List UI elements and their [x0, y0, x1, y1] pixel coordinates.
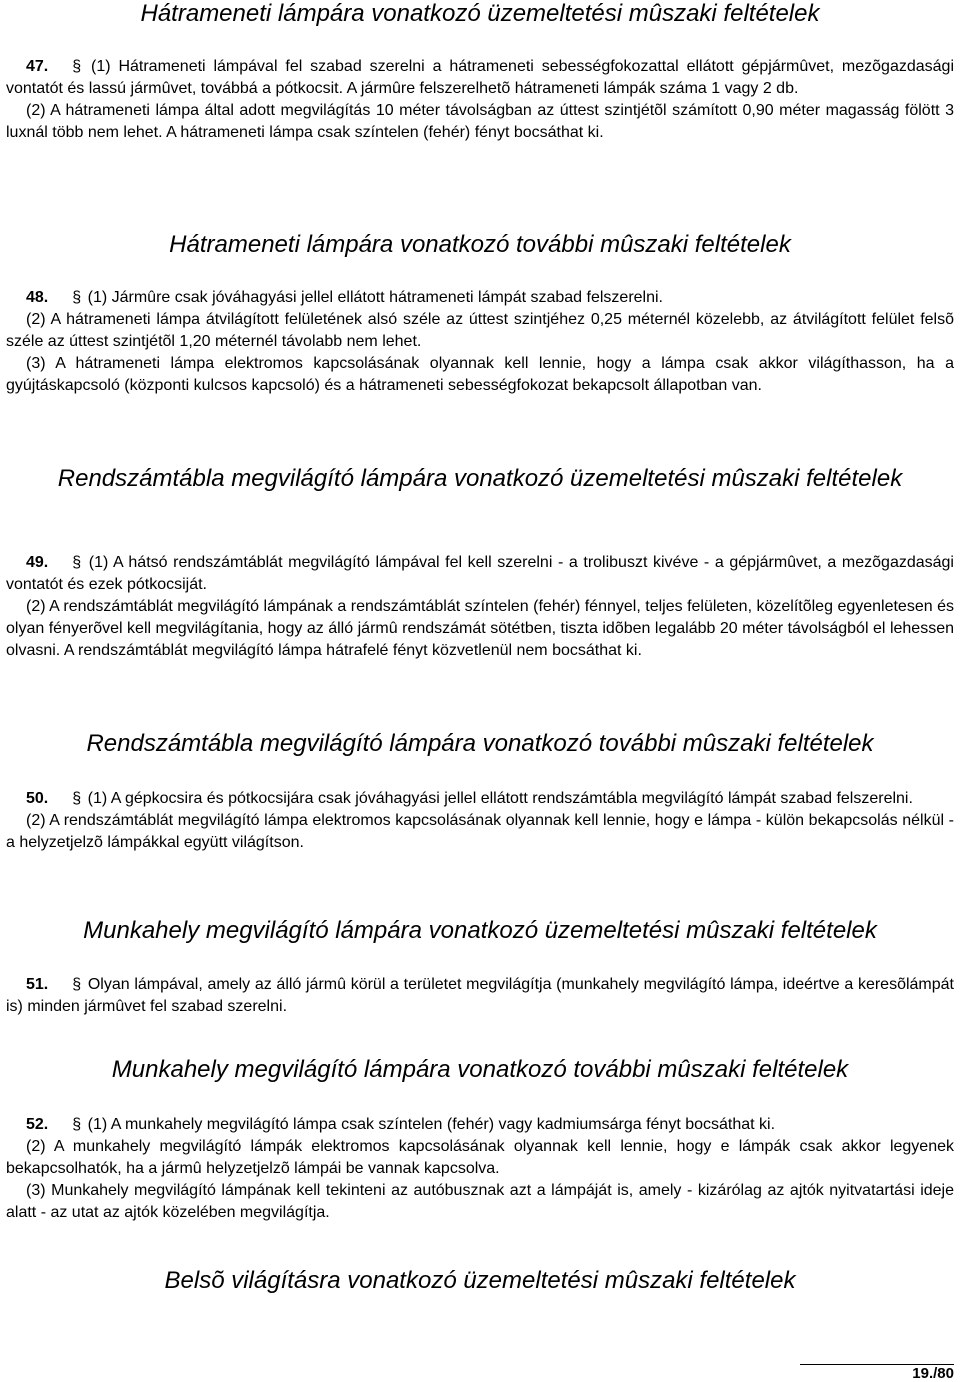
- section-sign: §: [72, 790, 82, 807]
- s52-para-2: (2) A munkahely megvilágító lámpák elektromos kapcsolásának olyannak kell lennie, hogy e lámpák csak akkor legyenek bekapcsolhatók, ha a jármû helyzetjelzõ lámpái be vannak kapcsolva.: [6, 1138, 954, 1177]
- heading-50: Rendszámtábla megvilágító lámpára vonatkozó további mûszaki feltételek: [86, 730, 874, 757]
- section-sign: §: [72, 554, 82, 571]
- s52-para-3: (3) Munkahely megvilágító lámpának kell tekinteni az autóbusznak azt a lámpáját is, amely - kizárólag az ajtók nyitvatartási ideje alatt - az utat az ajtók közelében megvilágítja.: [6, 1182, 954, 1221]
- s49-para-1: [6, 552, 954, 596]
- heading-51: Munkahely megvilágító lámpára vonatkozó üzemeltetési mûszaki feltételek: [83, 917, 877, 944]
- section-48: [6, 287, 954, 397]
- heading-47: Hátrameneti lámpára vonatkozó üzemeltetési mûszaki feltételek: [140, 0, 820, 27]
- section-sign: §: [72, 289, 82, 306]
- section-sign: §: [72, 976, 82, 993]
- s52-text-1: (1) A munkahely megvilágító lámpa csak színtelen (fehér) vagy kadmiumsárga fényt bocsáthat ki.: [87, 1116, 776, 1133]
- s52-para-1: [6, 1114, 954, 1136]
- section-51: [6, 974, 954, 1018]
- s51-para-1: [6, 974, 954, 1018]
- section-sign: §: [72, 58, 82, 75]
- s48-para-2: (2) A hátrameneti lámpa átvilágított felületének alsó széle az úttest szintjéhez 0,25 méternél közelebb, az átvilágított felület felsõ széle az úttest szintjétõl 1,20 méternél távolabb nem lehet.: [6, 311, 954, 350]
- s50-number: 50.: [26, 790, 49, 807]
- s48-para-1: [6, 287, 954, 309]
- s48-para-3: (3) A hátrameneti lámpa elektromos kapcsolásának olyannak kell lennie, hogy a lámpa csak akkor világíthasson, ha a gyújtáskapcsoló (központi kulcsos kapcsoló) és a hátrameneti sebességfokozat bekapcsolt állapotban van.: [6, 355, 954, 394]
- section-49: [6, 552, 954, 662]
- s51-number: 51.: [26, 976, 49, 993]
- page-number: 19./80: [912, 1365, 954, 1382]
- s50-text-1: (1) A gépkocsira és pótkocsijára csak jóváhagyási jellel ellátott rendszámtábla megvilágító lámpát szabad felszerelni.: [87, 790, 913, 807]
- s47-para-1: [6, 56, 954, 100]
- s47-text-1: (1) Hátrameneti lámpával fel szabad szerelni a hátrameneti sebességfokozattal ellátott gépjármûvet, mezõgazdasági vontatót és lassú jármûvet, továbbá a pótkocsit. A jármûre felszerelhetõ hátrameneti lámpák száma 1 vagy 2 db.: [6, 58, 954, 97]
- heading-52: Munkahely megvilágító lámpára vonatkozó további mûszaki feltételek: [111, 1056, 849, 1083]
- heading-53: Belsõ világításra vonatkozó üzemeltetési mûszaki feltételek: [164, 1267, 796, 1294]
- s52-number: 52.: [26, 1116, 49, 1133]
- s49-text-1: (1) A hátsó rendszámtáblát megvilágító lámpával fel kell szerelni - a trolibuszt kivéve - a gépjármûvet, a mezõgazdasági vontatót és ezek pótkocsiját.: [6, 554, 954, 593]
- s47-number: 47.: [26, 58, 49, 75]
- section-sign: §: [72, 1116, 82, 1133]
- s49-number: 49.: [26, 554, 49, 571]
- section-47: [6, 56, 954, 144]
- s49-para-2: (2) A rendszámtáblát megvilágító lámpának a rendszámtáblát színtelen (fehér) fénnyel, teljes felületen, közelítõleg egyenletesen és olyan fényerõvel kell megvilágítania, hogy az álló jármû rendszámát sötétben, tiszta idõben legalább 20 méter távolságból el lehessen olvasni. A rendszámtáblát megvilágító lámpa hátrafelé fényt közvetlenül nem bocsáthat ki.: [6, 598, 954, 659]
- s47-para-2: (2) A hátrameneti lámpa által adott megvilágítás 10 méter távolságban az úttest szintjétõl számított 0,90 méter magasság fölött 3 luxnál több nem lehet. A hátrameneti lámpa csak színtelen (fehér) fényt bocsáthat ki.: [6, 102, 954, 141]
- s51-text-1: Olyan lámpával, amely az álló jármû körül a területet megvilágítja (munkahely megvilágító lámpa, ideértve a keresõlámpát is) minden jármûvet fel szabad szerelni.: [6, 976, 954, 1015]
- heading-49: Rendszámtábla megvilágító lámpára vonatkozó üzemeltetési mûszaki feltételek: [57, 465, 903, 492]
- section-52: [6, 1114, 954, 1224]
- s50-para-1: [6, 788, 954, 810]
- section-50: [6, 788, 954, 854]
- heading-48: Hátrameneti lámpára vonatkozó további mûszaki feltételek: [169, 231, 791, 258]
- s50-para-2: (2) A rendszámtáblát megvilágító lámpa elektromos kapcsolásának olyannak kell lennie, hogy e lámpa - külön bekapcsolás nélkül - a helyzetjelzõ lámpákkal együtt világítson.: [6, 812, 954, 851]
- s48-number: 48.: [26, 289, 49, 306]
- s48-text-1: (1) Jármûre csak jóváhagyási jellel ellátott hátrameneti lámpát szabad felszerelni.: [87, 289, 663, 306]
